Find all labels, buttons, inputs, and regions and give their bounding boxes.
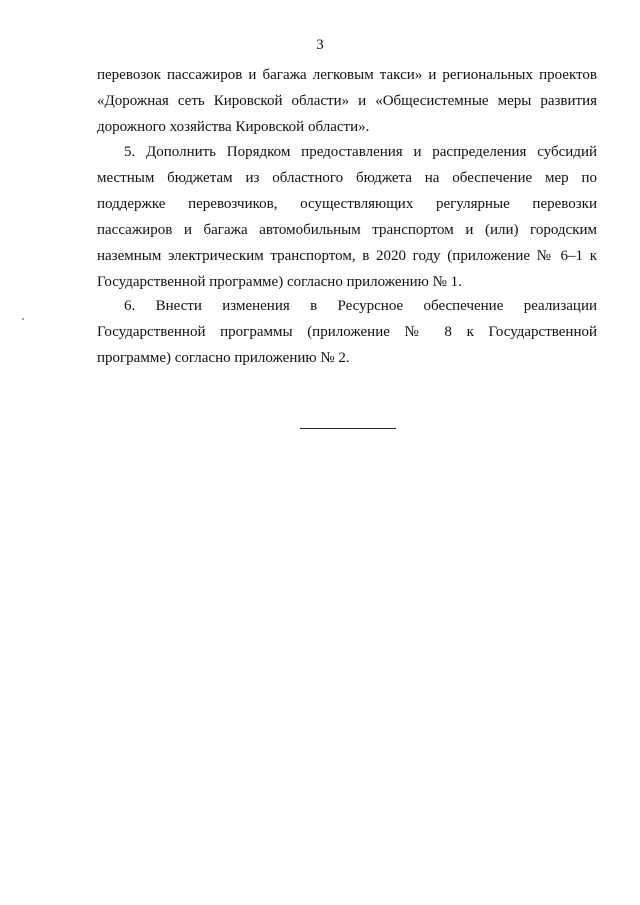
page-number: 3 <box>316 37 324 53</box>
paragraph-line: перевозок пассажиров и багажа легковым такси» и региональных проектов <box>97 67 597 83</box>
paragraph-line: программе) согласно приложению № 2. <box>97 350 350 366</box>
paragraph-line: поддержке перевозчиков, осуществляющих регулярные перевозки <box>97 196 597 212</box>
item-5-paragraph <box>97 139 597 295</box>
paragraph-line: 6. Внести изменения в Ресурсное обеспечение реализации <box>124 298 597 314</box>
paragraph-line: дорожного хозяйства Кировской области». <box>97 119 370 135</box>
scan-speck <box>22 318 24 320</box>
paragraph-line: Государственной программы (приложение № 8 к Государственной <box>97 324 597 340</box>
paragraph-line: наземным электрическим транспортом, в 2020 году (приложение № 6–1 к <box>97 248 597 264</box>
paragraph-line: пассажиров и багажа автомобильным транспортом и (или) городским <box>97 222 597 238</box>
paragraph-line: местным бюджетам из областного бюджета на обеспечение мер по <box>97 170 597 186</box>
paragraph-line: 5. Дополнить Порядком предоставления и распределения субсидий <box>124 144 597 160</box>
paragraph-line: «Дорожная сеть Кировской области» и «Общесистемные меры развития <box>97 93 597 109</box>
separator-line <box>300 428 396 429</box>
continuation-paragraph <box>97 62 597 140</box>
item-6-paragraph <box>97 293 597 371</box>
paragraph-line: Государственной программе) согласно приложению № 1. <box>97 274 462 290</box>
